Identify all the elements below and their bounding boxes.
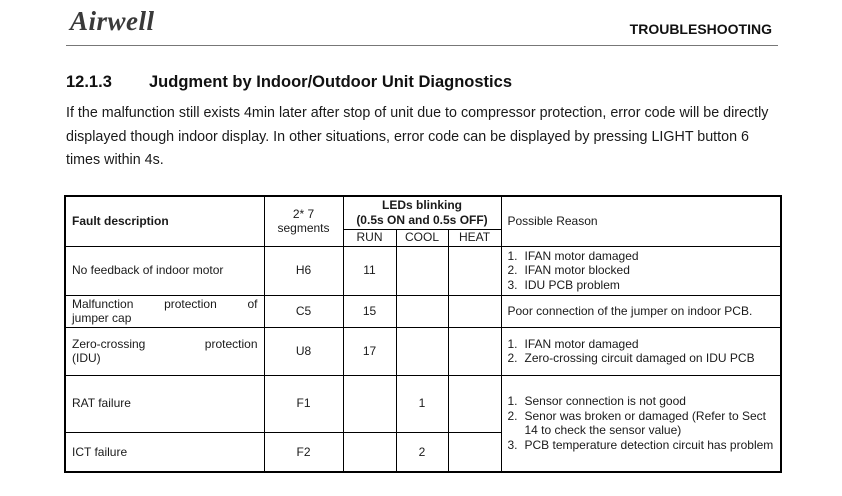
reason-item: 3. PCB temperature detection circuit has problem <box>507 437 774 452</box>
led-cool: 1 <box>396 375 448 432</box>
intro-paragraph: If the malfunction still exists 4min later after stop of unit due to compressor protection, error code will be directly displayed though indoor display. In other situations, error code can be displayed by pressing LIGHT button 6 times within 4s. <box>66 105 769 168</box>
header-possible-reason: Possible Reason <box>501 196 781 246</box>
error-code: C5 <box>264 295 343 327</box>
reason-item: 2. Senor was broken or damaged (Refer to Sect 14 to check the sensor value) <box>507 408 766 438</box>
reason-item: 1. IFAN motor damaged <box>507 336 639 351</box>
section-title: TROUBLESHOOTING <box>629 21 772 37</box>
reason-list <box>508 249 775 293</box>
led-cool <box>396 327 448 375</box>
fault-description-line2: (IDU) <box>72 351 101 365</box>
possible-reason <box>501 327 781 375</box>
led-cool: 2 <box>396 432 448 472</box>
led-run: 15 <box>343 295 396 327</box>
reason-item: 3. IDU PCB problem <box>507 277 620 292</box>
fault-description: ICT failure <box>65 432 264 472</box>
header-heat: HEAT <box>448 229 501 246</box>
fault-description-line1: Malfunction protection of <box>72 296 258 311</box>
fault-description: RAT failure <box>65 375 264 432</box>
table-row <box>65 327 781 375</box>
led-heat <box>448 246 501 295</box>
header-segments <box>264 196 343 246</box>
header-fault-description: Fault description <box>65 196 264 246</box>
heading-number: 12.1.3 <box>66 73 112 91</box>
reason-item: 1. Sensor connection is not good <box>507 394 686 409</box>
led-heat <box>448 295 501 327</box>
table-row <box>65 295 781 327</box>
reason-item: 2. IFAN motor blocked <box>507 263 630 278</box>
header-segments-line2: segments <box>277 221 330 236</box>
possible-reason <box>501 375 781 472</box>
section-heading <box>66 73 512 92</box>
led-run <box>343 375 396 432</box>
error-code: F1 <box>264 375 343 432</box>
heading-title: Judgment by Indoor/Outdoor Unit Diagnostics <box>149 73 512 91</box>
reason-item: 2. Zero-crossing circuit damaged on IDU PCB <box>507 351 755 365</box>
fault-description-line1: Zero-crossing protection <box>72 336 258 351</box>
fault-table <box>64 195 782 473</box>
header-leds-blinking <box>343 196 501 229</box>
fault-description <box>65 295 264 327</box>
error-code: U8 <box>264 327 343 375</box>
error-code: F2 <box>264 432 343 472</box>
led-run <box>343 432 396 472</box>
fault-description <box>65 327 264 375</box>
error-code: H6 <box>264 246 343 295</box>
led-run: 17 <box>343 327 396 375</box>
led-heat <box>448 327 501 375</box>
header-cool: COOL <box>396 229 448 246</box>
airwell-logo: Airwell <box>70 6 155 36</box>
led-heat <box>448 375 501 432</box>
reason-list <box>508 337 775 366</box>
header-run: RUN <box>343 229 396 246</box>
header-leds-line2: (0.5s ON and 0.5s OFF) <box>356 212 488 227</box>
possible-reason <box>501 246 781 295</box>
led-cool <box>396 295 448 327</box>
table-header-row <box>65 196 781 229</box>
reason-item: 1. IFAN motor damaged <box>507 248 639 263</box>
led-run: 11 <box>343 246 396 295</box>
led-heat <box>448 432 501 472</box>
header-leds-line1: LEDs blinking <box>381 198 462 213</box>
led-cool <box>396 246 448 295</box>
possible-reason: Poor connection of the jumper on indoor PCB. <box>501 295 781 327</box>
header-divider <box>66 45 778 46</box>
fault-description-line2: jumper cap <box>72 311 132 325</box>
reason-list <box>508 394 775 452</box>
table-row <box>65 375 781 432</box>
table-row <box>65 246 781 295</box>
fault-description: No feedback of indoor motor <box>65 246 264 295</box>
header-segments-line1: 2* 7 <box>292 206 315 221</box>
